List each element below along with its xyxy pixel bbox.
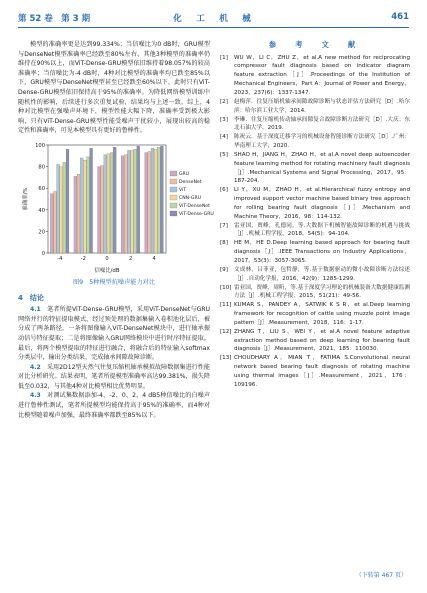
legend-swatch [170, 211, 177, 216]
bar-gru [121, 156, 124, 253]
left-column [18, 40, 214, 420]
legend-label: ViT-Dense-GRU [179, 211, 214, 217]
bar-vit-densenet [110, 152, 113, 252]
reference-index: [11] [220, 302, 232, 309]
bar-vit-dense-gru [113, 147, 116, 253]
reference-text: WU W，LI C，ZHU Z，et al.A new method for reciprocating compressor fault diagnosis based on indicator diagram feature extraction［J］.Proceedings of the Institution of Mechanical Engineers，Part A：Journal of Power and Energy，2023，237(6)：1337-1347. [234, 54, 410, 96]
y-tick-label: 20 [38, 229, 45, 236]
bar-vit-densenet [134, 149, 137, 253]
header-divider [18, 27, 409, 28]
page-number: 461 [391, 12, 409, 22]
right-column [220, 40, 410, 390]
bar-cnn-gru [83, 160, 86, 253]
reference-text: LI Y，XU M，ZHAO H，et al.Hierarchical fuzzy entropy and improved support vector machine based binary tree approach for rolling bearing fault diagnosis［J］.Mechanism and Machine Theory，2016，98：114-132. [234, 187, 410, 220]
bar-cnn-gru [154, 149, 157, 253]
reference-index: [10] [220, 284, 232, 291]
y-tick-label: 0 [41, 250, 45, 257]
legend-label: GRU [179, 171, 190, 177]
bar-densenet [124, 155, 127, 253]
y-tick-label: 100 [35, 142, 45, 149]
bar-cnn-gru [60, 167, 63, 253]
reference-item [220, 266, 410, 284]
legend-swatch [170, 171, 177, 176]
conclusion-4-3 [18, 391, 210, 420]
legend-label: ViT-DenseNet [179, 203, 210, 209]
reference-item [220, 284, 410, 302]
reference-text: ZHANG T，LIU S，WEI Y，et al.A novel feature adaptive extraction method based on deep learning for bearing fault diagnosis［J］.Measurement，2021，185：110030. [234, 328, 410, 353]
legend-swatch [170, 187, 177, 192]
bar-densenet [54, 191, 57, 253]
reference-index: [13] [220, 355, 232, 362]
bar-vit-dense-gru [66, 149, 69, 253]
bar-vit [127, 150, 130, 253]
bar-vit [104, 155, 107, 253]
x-tick-label: -4 [57, 255, 63, 262]
reference-text: KUMAR S，PANDEY A，SATWIK K S R，et al.Deep learning framework for recognition of cattle using muzzle point image pattern［J］.Measurement，2018，116：1-17. [234, 302, 410, 326]
bar-vit-densenet [157, 147, 160, 253]
conclusion-number: 4.3 [30, 392, 41, 400]
bar-vit-densenet [63, 162, 66, 253]
bar-vit [151, 148, 154, 253]
bar-gru [145, 152, 148, 252]
reference-text: 陈祝云．基于深度迁移学习的机械设备智能诊断方法研究［D］.广州：华南理工大学，2020. [234, 134, 410, 150]
reference-index: [6] [220, 187, 228, 194]
y-tick-label: 60 [38, 186, 45, 193]
bar-cnn-gru [107, 154, 110, 253]
reference-text: 李琳．往复压缩机传动轴承间隙复合故障诊断方法研究［D］.大庆：东北石油大学，2019. [234, 116, 410, 132]
reference-text: HE M，HE D.Deep learning based approach for bearing fault diagnosis［J］.IEEE Transactions on Industry Applications，2017，53(3)：3057-3065. [234, 240, 410, 264]
reference-index: [1] [220, 54, 228, 61]
reference-text: 赵梅萍．往复压缩机轴承间隙故障诊断与状态评估方法研究［D］.哈尔滨：哈尔滨工业大学，2014. [234, 98, 410, 114]
bar-vit-dense-gru [90, 148, 93, 253]
reference-index: [5] [220, 151, 228, 158]
reference-index: [2] [220, 98, 228, 105]
y-tick-label: 80 [38, 164, 45, 171]
reference-item [220, 301, 410, 328]
journal-name: 化 工 机 械 [173, 14, 254, 24]
conclusion-text: 采用2D12型天然气往复压缩机轴承模拟故障数据集进行性能对比分析研究。结果表明，笔者所提模型准确率高达99.381%，损失降低至0.032，与其他4种对比模型相比优势明显。 [18, 363, 211, 390]
reference-text: 雷亚国，贾峰，孔德同，等.大数据下机械智能故障诊断的机遇与挑战［J］.机械工程学报，2018，54(5)：94-104. [234, 222, 410, 238]
figure-caption: 图9 5种模型抗噪声能力对比 [72, 278, 156, 286]
x-tick-label: 4 [152, 255, 156, 262]
bar-vit [80, 158, 83, 253]
reference-list [220, 54, 410, 390]
reference-item [220, 222, 410, 240]
bar-gru [98, 167, 101, 253]
bar-densenet [101, 165, 104, 252]
reference-index: [9] [220, 266, 228, 273]
reference-item [220, 239, 410, 266]
conclusion-text: 笔者所提ViT-Dense-GRU模型，采用ViT-DenseNet与GRU网络并行的特征提取模式，经过预处理的数据集输入卷积池化层后，被分成了两条路径，一条将图像输入ViT-DenseNet模块中，进行轴承振动信号特征提取；二是将图像输入GRU网络模块中进行时序特征提取。最后，将两个模型提取的特征进行融合，将融合后的特征输入softmax分类层中，输出分类结果，完成轴承间隙故障诊断。 [18, 306, 210, 362]
intro-paragraph: 模型的准确率更是达到99.334%；当信噪比为0 dB时，GRU模型与DenseNet模型准确率已经跌至80%左右，其他3种模型的准确率仍维持在90%以上，而ViT-Dense-GRU模型依旧维持着98.057%的较高准确率；当信噪比为-4 dB时，4种对比模型的准确率均已跌至85%以下，GRU模型与DenseNet模型甚至已经跌至60%以下，此时只有ViT-Dense-GRU模型依旧保持高于95%的准确率。为降低网络模型训练中随机性的影响，后续进行多次重复试验，结果均与上述一致。综上，4种对比模型在强噪声环境下，模型性能大幅下降，准确率受到极大影响，只有ViT-Dense-GRU模型性能受噪声干扰较小，展现出较高的稳定性和准确率，可见本模型具有更好的鲁棒性。 [18, 41, 210, 135]
bar-vit-dense-gru [137, 146, 140, 253]
reference-text: SHAO H，JIANG H，ZHAO H，et al.A novel deep autoencoder feature learning method for rotating machinery fault diagnosis［J］.Mechanical Systems and Signal Processing，2017，95：187-204. [234, 151, 410, 185]
y-tick-label: 40 [38, 207, 45, 214]
conclusion-number: 4.2 [30, 363, 41, 371]
reference-item [220, 98, 410, 116]
reference-item [220, 151, 410, 186]
reference-index: [12] [220, 328, 232, 335]
bar-gru [50, 194, 53, 253]
reference-text: 雷亚国，贾峰，周昕，等.基于深度学习理论的机械装备大数据健康监测方法［J］.机械工程学报，2015，51(21)：49-56. [234, 284, 410, 300]
x-axis-label: 信噪比/dB [94, 267, 120, 274]
legend-label: CNN-GRU [179, 195, 202, 201]
legend-swatch [170, 195, 177, 200]
reference-item [220, 328, 410, 355]
continued-note: （下转第 467 页） [355, 572, 407, 579]
reference-index: [4] [220, 134, 228, 141]
bar-densenet [77, 174, 80, 253]
conclusion-number: 4.1 [30, 306, 41, 314]
reference-index: [3] [220, 116, 228, 123]
conclusion-4-1 [18, 305, 210, 363]
bar-densenet [148, 151, 151, 253]
x-tick-label: -2 [80, 255, 86, 262]
x-tick-label: 0 [105, 255, 109, 262]
volume-issue: 第 52 卷 第 3 期 [18, 14, 91, 24]
reference-item [220, 54, 410, 98]
page-header [18, 12, 409, 26]
legend-swatch [170, 179, 177, 184]
bar-gru [74, 176, 77, 253]
bar-cnn-gru [131, 150, 134, 253]
legend-label: ViT [179, 187, 187, 193]
x-tick-label: 2 [128, 255, 133, 262]
legend-label: DenseNet [179, 179, 202, 185]
reference-index: [7] [220, 222, 228, 229]
reference-item [220, 116, 410, 134]
bar-vit [57, 164, 60, 253]
bar-vit-densenet [87, 157, 90, 253]
reference-item [220, 133, 410, 151]
reference-index: [8] [220, 240, 228, 247]
legend-swatch [170, 203, 177, 208]
noise-robustness-chart [18, 139, 214, 277]
conclusion-4-2 [18, 363, 210, 392]
bar-vit-dense-gru [160, 146, 163, 253]
references-title: 参 考 文 献 [268, 40, 362, 49]
reference-text: CHOUDHARY A，MIAN T，FATIMA S.Convolutional neural network based bearing fault diagnosis of rotating machine using thermal images［J］.Measurement，2021，176：109196. [234, 355, 410, 388]
reference-text: 文成林，吕菲亚，包哲静，等.基于数据驱动的微小故障诊断方法综述［J］.自动化学报，2016，42(9)：1285-1299. [234, 266, 410, 282]
reference-item [220, 354, 410, 389]
reference-item [220, 186, 410, 221]
section-title-conclusions: 4 结论 [18, 293, 44, 302]
y-axis-label: 准确率/% [23, 187, 29, 211]
figure-9 [18, 139, 214, 277]
conclusion-text: 对测试集数据添加-4、-2、0、2、4 dB5种信噪比的白噪声进行鲁棒性测试，笔者所提模型均能保持高于95%的准确率，而4种对比模型随着噪声加强，最终准确率都跌至85%以下。 [18, 392, 210, 419]
